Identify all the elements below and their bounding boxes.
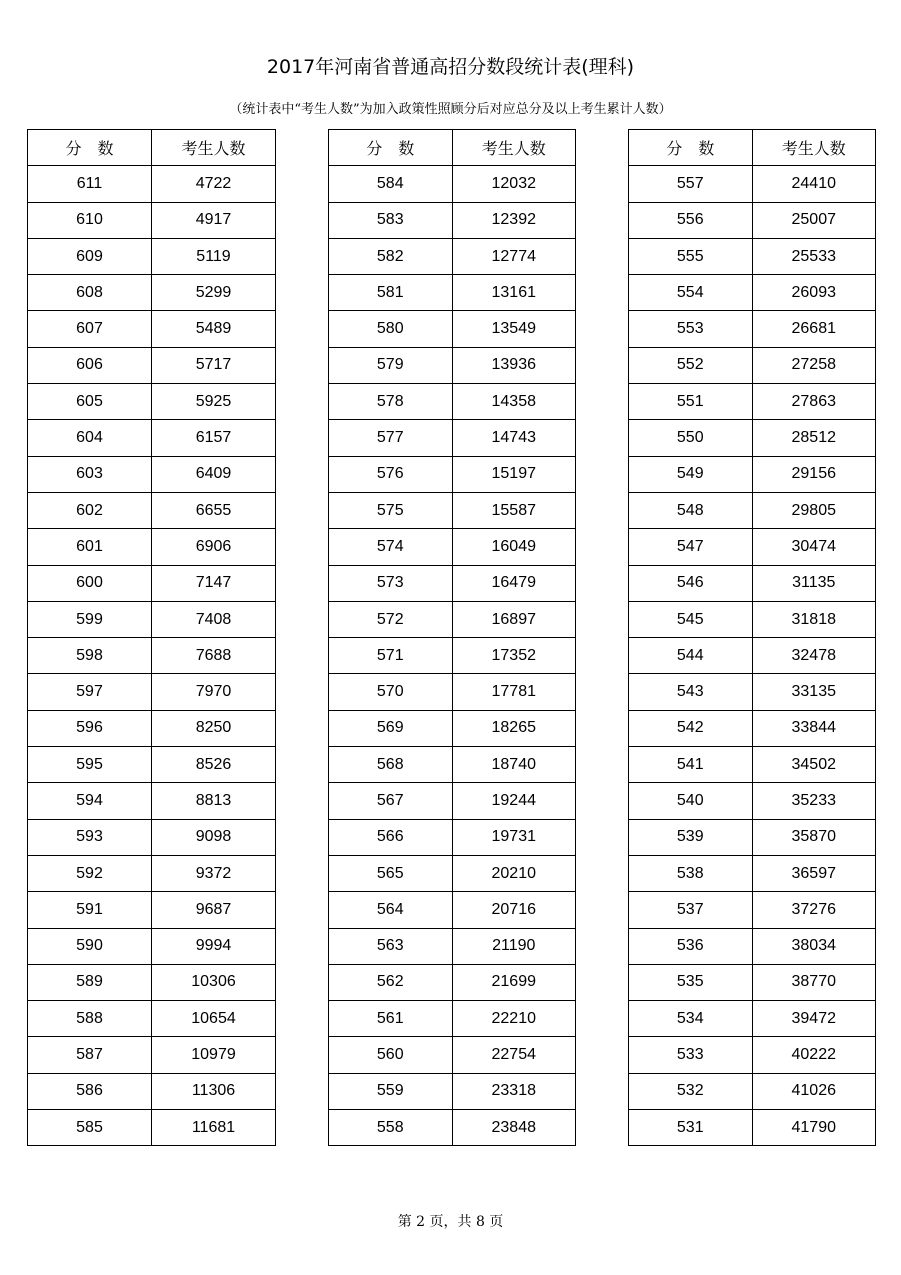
table-row [329,529,576,565]
count-cell: 38770 [752,964,876,1000]
count-cell: 27258 [752,347,876,383]
count-cell: 17781 [452,674,576,710]
table-row [629,565,876,601]
header-score: 分 数 [629,130,753,166]
table-row [629,384,876,420]
table-row [28,420,276,456]
count-cell: 12032 [452,166,576,202]
count-cell: 32478 [752,638,876,674]
score-cell: 581 [329,275,453,311]
score-cell: 590 [28,928,152,964]
score-cell: 588 [28,1001,152,1037]
table-row [28,565,276,601]
table-row [28,202,276,238]
table-row [629,347,876,383]
table-row [629,674,876,710]
count-cell: 14743 [452,420,576,456]
table-row [329,601,576,637]
count-cell: 34502 [752,747,876,783]
count-cell: 4917 [152,202,276,238]
score-cell: 572 [329,601,453,637]
score-cell: 567 [329,783,453,819]
score-cell: 605 [28,384,152,420]
table-row [28,819,276,855]
count-cell: 5119 [152,238,276,274]
table-row [28,384,276,420]
table-row [329,819,576,855]
count-cell: 27863 [752,384,876,420]
count-cell: 11306 [152,1073,276,1109]
table-row [329,275,576,311]
score-cell: 582 [329,238,453,274]
table-row [28,1073,276,1109]
count-cell: 20716 [452,892,576,928]
count-cell: 21190 [452,928,576,964]
score-cell: 559 [329,1073,453,1109]
page-footer: 第 2 页，共 8 页 [397,1214,504,1230]
score-cell: 561 [329,1001,453,1037]
table-note: （统计表中“考生人数”为加入政策性照顾分后对应总分及以上考生累计人数） [229,102,672,117]
score-cell: 556 [629,202,753,238]
score-cell: 579 [329,347,453,383]
table-row [629,1110,876,1146]
count-cell: 26093 [752,275,876,311]
table-row [329,1110,576,1146]
score-cell: 564 [329,892,453,928]
count-cell: 7688 [152,638,276,674]
table-row [629,492,876,528]
score-cell: 570 [329,674,453,710]
count-cell: 20210 [452,855,576,891]
count-cell: 15587 [452,492,576,528]
table-row [329,492,576,528]
table-row [28,238,276,274]
score-cell: 604 [28,420,152,456]
score-cell: 555 [629,238,753,274]
table-row [329,202,576,238]
score-cell: 577 [329,420,453,456]
table-row [28,275,276,311]
table-row [28,1001,276,1037]
table-row [329,420,576,456]
table-row [629,783,876,819]
table-row [329,892,576,928]
table-row [629,275,876,311]
score-cell: 595 [28,747,152,783]
table-row [28,311,276,347]
score-cell: 547 [629,529,753,565]
table-row [329,674,576,710]
count-cell: 9687 [152,892,276,928]
count-cell: 33135 [752,674,876,710]
table-row [28,529,276,565]
table-row [329,638,576,674]
count-cell: 5489 [152,311,276,347]
count-cell: 29805 [752,492,876,528]
score-cell: 575 [329,492,453,528]
score-cell: 532 [629,1073,753,1109]
score-table-1 [27,129,276,1146]
table-row [329,238,576,274]
score-cell: 583 [329,202,453,238]
count-cell: 41790 [752,1110,876,1146]
table-row [629,892,876,928]
table-row [28,638,276,674]
score-cell: 550 [629,420,753,456]
table-row [629,819,876,855]
table-row [28,347,276,383]
count-cell: 19244 [452,783,576,819]
table-row [329,1037,576,1073]
score-cell: 558 [329,1110,453,1146]
table-row [329,855,576,891]
score-cell: 601 [28,529,152,565]
table-header-row [28,130,276,166]
score-cell: 569 [329,710,453,746]
count-cell: 5925 [152,384,276,420]
count-cell: 16049 [452,529,576,565]
score-cell: 541 [629,747,753,783]
header-count: 考生人数 [752,130,876,166]
score-table-3 [628,129,876,1146]
page-title: 2017年河南省普通高招分数段统计表(理科) [266,56,635,78]
score-cell: 571 [329,638,453,674]
table-row [629,1001,876,1037]
score-cell: 576 [329,456,453,492]
score-cell: 542 [629,710,753,746]
count-cell: 23318 [452,1073,576,1109]
score-cell: 543 [629,674,753,710]
score-cell: 587 [28,1037,152,1073]
count-cell: 15197 [452,456,576,492]
score-cell: 599 [28,601,152,637]
score-cell: 586 [28,1073,152,1109]
table-row [629,964,876,1000]
count-cell: 14358 [452,384,576,420]
table-row [28,1037,276,1073]
table-row [629,238,876,274]
table-row [329,1001,576,1037]
score-cell: 566 [329,819,453,855]
count-cell: 25007 [752,202,876,238]
header-count: 考生人数 [452,130,576,166]
score-cell: 560 [329,1037,453,1073]
score-cell: 609 [28,238,152,274]
table-row [28,855,276,891]
score-cell: 540 [629,783,753,819]
table-row [629,529,876,565]
header-count: 考生人数 [152,130,276,166]
table-row [28,892,276,928]
count-cell: 28512 [752,420,876,456]
table-row [329,166,576,202]
score-table-2 [328,129,576,1146]
count-cell: 9994 [152,928,276,964]
table-row [629,747,876,783]
count-cell: 11681 [152,1110,276,1146]
count-cell: 7408 [152,601,276,637]
table-row [28,747,276,783]
count-cell: 18740 [452,747,576,783]
count-cell: 7970 [152,674,276,710]
score-cell: 602 [28,492,152,528]
count-cell: 9372 [152,855,276,891]
score-cell: 562 [329,964,453,1000]
count-cell: 24410 [752,166,876,202]
count-cell: 41026 [752,1073,876,1109]
table-header-row [629,130,876,166]
count-cell: 12392 [452,202,576,238]
count-cell: 8813 [152,783,276,819]
table-row [629,456,876,492]
score-cell: 610 [28,202,152,238]
score-cell: 603 [28,456,152,492]
score-cell: 539 [629,819,753,855]
table-row [28,601,276,637]
table-row [28,674,276,710]
table-row [28,166,276,202]
score-cell: 592 [28,855,152,891]
score-cell: 531 [629,1110,753,1146]
table-row [28,456,276,492]
count-cell: 6655 [152,492,276,528]
table-row [629,1037,876,1073]
count-cell: 8250 [152,710,276,746]
table-row [329,783,576,819]
score-cell: 573 [329,565,453,601]
table-row [629,1073,876,1109]
count-cell: 36597 [752,855,876,891]
count-cell: 22754 [452,1037,576,1073]
count-cell: 16479 [452,565,576,601]
table-row [629,166,876,202]
score-cell: 578 [329,384,453,420]
score-cell: 546 [629,565,753,601]
count-cell: 19731 [452,819,576,855]
count-cell: 37276 [752,892,876,928]
count-cell: 26681 [752,311,876,347]
table-header-row [329,130,576,166]
score-cell: 580 [329,311,453,347]
count-cell: 31135 [752,565,876,601]
score-cell: 545 [629,601,753,637]
table-row [629,420,876,456]
count-cell: 5299 [152,275,276,311]
count-cell: 18265 [452,710,576,746]
count-cell: 17352 [452,638,576,674]
table-row [329,1073,576,1109]
count-cell: 31818 [752,601,876,637]
table-row [329,384,576,420]
score-cell: 551 [629,384,753,420]
count-cell: 12774 [452,238,576,274]
count-cell: 35233 [752,783,876,819]
count-cell: 5717 [152,347,276,383]
table-row [629,855,876,891]
score-cell: 552 [629,347,753,383]
score-cell: 535 [629,964,753,1000]
count-cell: 16897 [452,601,576,637]
count-cell: 33844 [752,710,876,746]
count-cell: 25533 [752,238,876,274]
score-cell: 593 [28,819,152,855]
score-cell: 568 [329,747,453,783]
score-cell: 533 [629,1037,753,1073]
table-row [329,311,576,347]
score-cell: 584 [329,166,453,202]
score-cell: 544 [629,638,753,674]
count-cell: 9098 [152,819,276,855]
score-cell: 534 [629,1001,753,1037]
score-cell: 589 [28,964,152,1000]
score-cell: 538 [629,855,753,891]
count-cell: 6906 [152,529,276,565]
score-cell: 597 [28,674,152,710]
count-cell: 30474 [752,529,876,565]
score-cell: 594 [28,783,152,819]
score-cell: 548 [629,492,753,528]
score-cell: 536 [629,928,753,964]
table-row [629,202,876,238]
score-cell: 554 [629,275,753,311]
table-row [329,928,576,964]
table-row [629,601,876,637]
table-row [28,492,276,528]
count-cell: 21699 [452,964,576,1000]
score-cell: 549 [629,456,753,492]
score-cell: 553 [629,311,753,347]
count-cell: 13549 [452,311,576,347]
score-cell: 606 [28,347,152,383]
score-cell: 600 [28,565,152,601]
table-row [28,710,276,746]
count-cell: 13936 [452,347,576,383]
count-cell: 4722 [152,166,276,202]
score-cell: 598 [28,638,152,674]
table-row [329,964,576,1000]
count-cell: 39472 [752,1001,876,1037]
count-cell: 8526 [152,747,276,783]
score-cell: 608 [28,275,152,311]
count-cell: 29156 [752,456,876,492]
count-cell: 38034 [752,928,876,964]
score-cell: 596 [28,710,152,746]
table-row [629,638,876,674]
score-cell: 565 [329,855,453,891]
score-cell: 591 [28,892,152,928]
table-row [629,928,876,964]
count-cell: 13161 [452,275,576,311]
score-cell: 537 [629,892,753,928]
count-cell: 7147 [152,565,276,601]
score-cell: 611 [28,166,152,202]
table-row [629,710,876,746]
table-row [329,565,576,601]
count-cell: 10979 [152,1037,276,1073]
count-cell: 35870 [752,819,876,855]
table-row [329,710,576,746]
count-cell: 6409 [152,456,276,492]
table-row [28,1110,276,1146]
count-cell: 10306 [152,964,276,1000]
table-row [629,311,876,347]
table-row [329,747,576,783]
count-cell: 40222 [752,1037,876,1073]
header-score: 分 数 [329,130,453,166]
table-row [28,964,276,1000]
table-row [28,783,276,819]
count-cell: 10654 [152,1001,276,1037]
score-cell: 585 [28,1110,152,1146]
score-cell: 607 [28,311,152,347]
count-cell: 23848 [452,1110,576,1146]
table-row [329,456,576,492]
score-cell: 574 [329,529,453,565]
table-row [28,928,276,964]
count-cell: 6157 [152,420,276,456]
header-score: 分 数 [28,130,152,166]
count-cell: 22210 [452,1001,576,1037]
table-row [329,347,576,383]
score-cell: 563 [329,928,453,964]
score-cell: 557 [629,166,753,202]
